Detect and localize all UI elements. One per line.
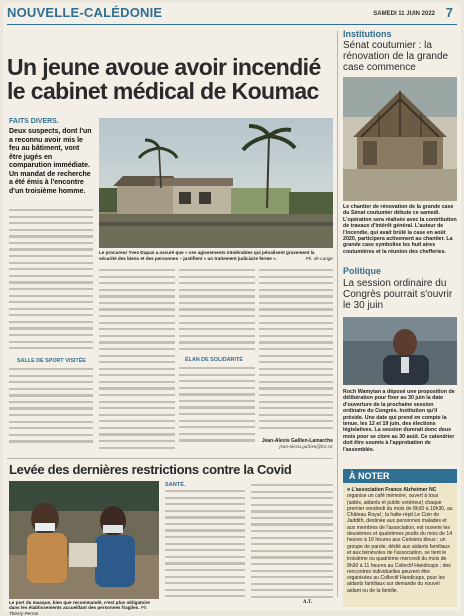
institutions-title: Sénat coutumier : la rénovation de la grande case commence <box>343 40 449 73</box>
institutions-kicker: Institutions <box>343 29 392 39</box>
bullet-icon: ■ <box>347 487 352 493</box>
politique-kicker: Politique <box>343 266 381 276</box>
main-photo-caption <box>99 250 333 261</box>
caption-text: Le procureur Yves Dupas a assuré que « ces agissements intolérables qui pénalisent gravement la sécurité des biens et des personnes – justifient « un traitement judiciaire ferme ». <box>99 250 315 261</box>
covid-column-1 <box>165 490 245 602</box>
main-photo <box>99 118 333 248</box>
author-email: jean-alexis.gallien@lnc.nc <box>279 445 333 450</box>
covid-photo <box>9 481 159 599</box>
institutions-caption: Le chantier de rénovation de la grande case du Sénat coutumier débute ce samedi. L'opération sera réalisée avec la contribution de travaux d'intérêt général. L'auteur de l'incendie, qui avait brûlé la case en août 2020, participera activement au chantier. La grande case symbolise les huit aires coutumières et la réunion des chefferies. <box>343 204 457 255</box>
covid-kicker: SANTÉ. <box>165 482 186 488</box>
covid-photo-caption <box>9 600 159 616</box>
body-column-4 <box>259 269 333 433</box>
subhead-sport: SALLE DE SPORT VISITÉE <box>17 358 86 364</box>
column-divider <box>337 31 338 597</box>
politique-caption: Roch Wamytan a déposé une proposition de délibération pour fixer au 30 juin la date d'ouverture de la prochaine session ordinaire du Congrès. Institution qu'il préside. Une date qui prend en compte la tenue, les 12 et 19 juin, des élections législatives. La session durerait donc deux mois pour se clore au 30 août. Ce calendrier doit être soumis à l'approbation de l'assemblée. <box>343 389 455 453</box>
main-kicker: FAITS DIVERS. <box>9 118 59 125</box>
issue-date: SAMEDI 11 JUIN 2022 <box>373 11 435 17</box>
photo-credit: Ph. de Lange <box>305 255 333 261</box>
covid-signature: A.T. <box>303 600 313 605</box>
politique-title: La session ordinaire du Congrès pourrait s'ouvrir le 30 juin <box>343 278 453 311</box>
body-column-3b <box>179 367 255 446</box>
subhead-solidarite: ÉLAN DE SOLIDARITÉ <box>185 357 243 363</box>
main-standfirst: Deux suspects, dont l'un a reconnu avoir mis le feu au bâtiment, vont être jugés en comparution immédiate. Un mandat de recherche a été émis à l'encontre d'un troisième homme. <box>9 128 92 195</box>
body-column-3 <box>179 269 255 355</box>
body-column-2 <box>99 269 175 453</box>
author-name: Jean-Alexis Gallien-Lamarche <box>261 438 333 444</box>
a-noter-org: L'association France Alzheimer NC <box>351 487 437 493</box>
a-noter-text: organise un café mémoire, ouvert à tous (aidés, aidants et public extérieur) chaque premier vendredi du mois de 8h30 à 10h30, au Château Royal ; la halte-répit Le Coin de Jaddith, destinée aux personnes malades et aux membres de l'association, est ouverte les deuxièmes et quatrièmes jeudis du mois de 14 heures à 16 heures aux Cerisiers bleus ; un groupe de parole, dédié aux aidants familiaux et aux bénévoles de l'association, se tient le troisième ou quatrième mercredi du mois de 8h30 à 11 heures au Collectif Handicaps ; des rencontres individuelles peuvent être organisées au Collectif Handicaps, pour les aidants familiaux sur demande du nouvel aidant ou de la famille. <box>347 493 453 594</box>
section-title: NOUVELLE-CALÉDONIE <box>7 5 163 20</box>
covid-column-2 <box>251 484 333 602</box>
body-column-1b <box>9 368 93 447</box>
a-noter-title: À NOTER <box>343 469 457 483</box>
a-noter-body <box>347 487 453 594</box>
main-headline: Un jeune avoue avoir incendié le cabinet médical de Koumac <box>7 54 321 104</box>
covid-headline: Levée des dernières restrictions contre la Covid <box>9 462 292 477</box>
header-rule <box>7 24 457 25</box>
page-number: 7 <box>445 5 453 20</box>
newspaper-page <box>3 3 461 616</box>
body-column-1 <box>9 209 93 354</box>
covid-caption-text: Le port du masque, bien que recommandé, n'est plus obligatoire dans les établissements accueillant des personnes fragiles. <box>9 600 150 611</box>
a-noter-box <box>343 469 457 607</box>
institutions-photo <box>343 77 457 201</box>
covid-photo-credit: Ph. Thierry Perron <box>9 605 148 616</box>
politique-photo <box>343 317 457 385</box>
section-divider <box>7 458 333 459</box>
